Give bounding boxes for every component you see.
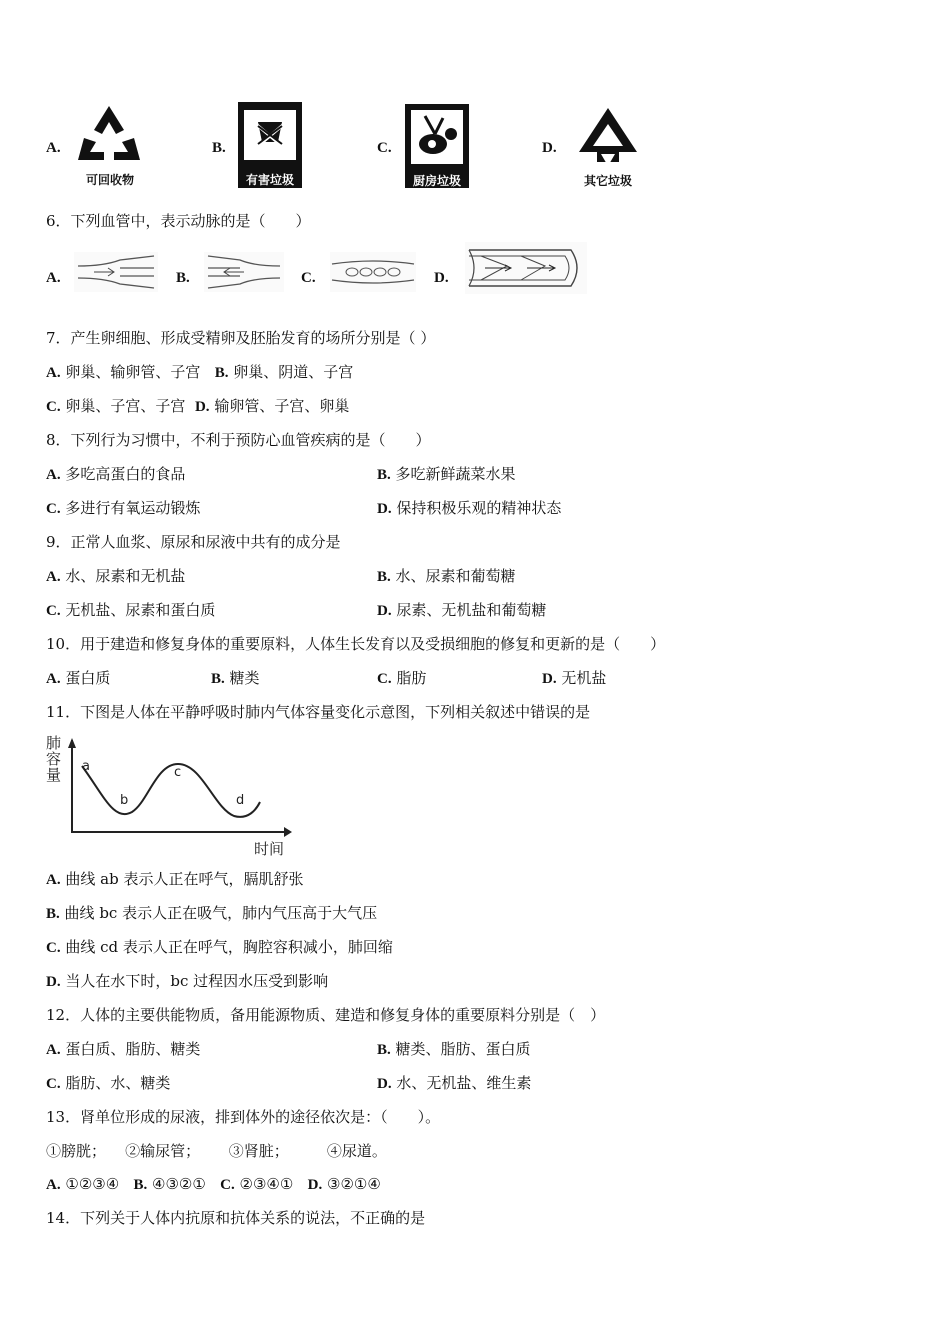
q12-option-d-text: 水、无机盐、维生素: [396, 1074, 532, 1092]
q12-option-a: [46, 1039, 200, 1060]
q8-option-a-text: 多吃高蛋白的食品: [65, 465, 186, 483]
q12-option-b: [377, 1039, 531, 1060]
chart-point-c: c: [174, 765, 182, 780]
q13-option-b-text: ④③②①: [152, 1175, 206, 1193]
other-waste-icon: [575, 104, 641, 170]
q5-option-c-caption: 厨房垃圾: [412, 174, 461, 188]
q13-question: 13．肾单位形成的尿液，排到体外的途径依次是：（ ）。: [46, 1108, 441, 1126]
q13-option-c-text: ②③④①: [239, 1175, 294, 1193]
q13-option-a-text: ①②③④: [65, 1175, 120, 1193]
q8-option-a-letter: A.: [46, 467, 61, 483]
q13-item-2: ②输尿管；: [125, 1142, 201, 1160]
q8-option-c-letter: C.: [46, 501, 61, 517]
q9-option-a: [46, 566, 185, 587]
q5-option-d-letter: D.: [542, 140, 557, 156]
q12-option-b-text: 糖类、脂肪、蛋白质: [395, 1040, 531, 1058]
q9-option-a-text: 水、尿素和无机盐: [65, 567, 186, 585]
lung-volume-chart: [44, 730, 294, 860]
q10-question: 10．用于建造和修复身体的重要原料，人体生长发育以及受损细胞的修复和更新的是（ ）: [46, 635, 666, 653]
q13-option-d-letter: D.: [307, 1177, 323, 1193]
q7-option-b-letter: B.: [214, 365, 229, 381]
q11-option-c-letter: C.: [46, 940, 61, 956]
q13-item-1: ①膀胱；: [46, 1142, 107, 1160]
q13-item-4: ④尿道。: [326, 1142, 387, 1160]
q9-option-d-letter: D.: [377, 603, 392, 619]
q10-option-d: [542, 668, 606, 689]
q10-option-c-text: 脂肪: [396, 669, 427, 687]
q9-question: 9．正常人血浆、原尿和尿液中共有的成分是: [46, 533, 341, 551]
chart-point-d: d: [236, 793, 245, 808]
q11-option-b-letter: B.: [46, 906, 60, 922]
q12-option-d-letter: D.: [377, 1076, 392, 1092]
chart-point-b: b: [120, 793, 129, 808]
q10-option-d-text: 无机盐: [561, 669, 607, 687]
q8-option-a: [46, 464, 185, 485]
q8-option-b-text: 多吃新鲜蔬菜水果: [395, 465, 516, 483]
q11-option-d-text: 当人在水下时，bc 过程因水压受到影响: [65, 972, 329, 990]
q13-option-b-letter: B.: [133, 1177, 148, 1193]
q13-option-c-letter: C.: [220, 1177, 235, 1193]
q12-option-c: [46, 1073, 170, 1094]
q11-option-d-letter: D.: [46, 974, 61, 990]
vessel-c-diagram: [330, 252, 416, 292]
q7-question: 7．产生卵细胞、形成受精卵及胚胎发育的场所分别是（ ）: [46, 329, 436, 347]
q8-option-b-letter: B.: [377, 467, 391, 483]
q13-items: [46, 1141, 387, 1161]
chart-ylabel-1: 肺: [46, 734, 62, 752]
q8-option-d: [377, 498, 561, 519]
q9-option-b-letter: B.: [377, 569, 391, 585]
q5-option-a-letter: A.: [46, 140, 61, 156]
q12-option-d: [377, 1073, 531, 1094]
vessel-d-diagram: [465, 242, 587, 294]
chart-point-a: a: [82, 759, 90, 774]
q8-option-d-letter: D.: [377, 501, 392, 517]
q7-option-d-letter: D.: [194, 399, 210, 415]
q11-option-b-text: 曲线 bc 表示人正在吸气，肺内气压高于大气压: [64, 904, 378, 922]
q6-option-a-letter: A.: [46, 270, 61, 286]
q7-option-c-text: 卵巢、子宫、子宫: [65, 397, 186, 415]
chart-curve: [82, 764, 260, 817]
q7-option-a-letter: A.: [46, 365, 61, 381]
chart-x-arrow: [284, 827, 292, 837]
q5-option-d-caption: 其它垃圾: [583, 174, 632, 188]
vessel-a-diagram: [74, 252, 158, 292]
q7-option-b-text: 卵巢、阴道、子宫: [233, 363, 354, 381]
q6-option-d-letter: D.: [434, 270, 449, 286]
q7-options-row2: [46, 396, 349, 417]
q10-option-c: [377, 668, 426, 689]
q10-option-b-letter: B.: [211, 671, 225, 687]
q12-option-c-text: 脂肪、水、糖类: [65, 1074, 171, 1092]
q5-option-c-letter: C.: [377, 140, 392, 156]
q12-question: 12．人体的主要供能物质，备用能源物质、建造和修复身体的重要原料分别是（ ）: [46, 1006, 606, 1024]
q13-options: [46, 1174, 381, 1195]
chart-ylabel-2: 容: [46, 750, 62, 768]
q7-option-d-text: 输卵管、子宫、卵巢: [214, 397, 350, 415]
q9-option-d: [377, 600, 546, 621]
q10-option-c-letter: C.: [377, 671, 392, 687]
q9-option-b: [377, 566, 516, 587]
q11-option-c: [46, 937, 393, 958]
q11-option-a: [46, 869, 303, 890]
q8-option-c: [46, 498, 200, 519]
q12-option-a-text: 蛋白质、脂肪、糖类: [65, 1040, 201, 1058]
q7-options-row1: [46, 362, 353, 383]
q10-option-a-text: 蛋白质: [65, 669, 111, 687]
q9-option-c-letter: C.: [46, 603, 61, 619]
q5-option-b-letter: B.: [212, 140, 226, 156]
q10-option-a: [46, 668, 110, 689]
q9-option-a-letter: A.: [46, 569, 61, 585]
q11-option-c-text: 曲线 cd 表示人正在呼气，胸腔容积减小，肺回缩: [65, 938, 393, 956]
q8-option-c-text: 多进行有氧运动锻炼: [65, 499, 201, 517]
q13-option-a-letter: A.: [46, 1177, 61, 1193]
q11-option-d: [46, 971, 328, 992]
q8-option-b: [377, 464, 516, 485]
q7-option-a-text: 卵巢、输卵管、子宫: [65, 363, 201, 381]
recycle-icon: [74, 102, 144, 166]
q6-option-b-letter: B.: [176, 270, 190, 286]
q10-option-a-letter: A.: [46, 671, 61, 687]
q9-option-d-text: 尿素、无机盐和葡萄糖: [396, 601, 547, 619]
q11-option-b: [46, 903, 377, 924]
q8-option-d-text: 保持积极乐观的精神状态: [396, 499, 562, 517]
q9-option-b-text: 水、尿素和葡萄糖: [395, 567, 516, 585]
q9-option-c-text: 无机盐、尿素和蛋白质: [65, 601, 216, 619]
q8-question: 8．下列行为习惯中，不利于预防心血管疾病的是（ ）: [46, 431, 431, 449]
chart-ylabel-3: 量: [46, 766, 62, 784]
q13-item-3: ③肾脏；: [228, 1142, 289, 1160]
q11-option-a-letter: A.: [46, 872, 61, 888]
q10-option-b-text: 糖类: [229, 669, 260, 687]
chart-axes: [72, 740, 284, 832]
q12-option-a-letter: A.: [46, 1042, 61, 1058]
q7-option-c-letter: C.: [46, 399, 61, 415]
q11-question: 11．下图是人体在平静呼吸时肺内气体容量变化示意图，下列相关叙述中错误的是: [46, 703, 591, 721]
q10-option-b: [211, 668, 260, 689]
q6-option-c-letter: C.: [301, 270, 316, 286]
q9-option-c: [46, 600, 215, 621]
chart-y-arrow: [68, 738, 76, 748]
q5-option-a-caption: 可回收物: [85, 173, 134, 187]
q5-option-b-caption: 有害垃圾: [245, 173, 294, 187]
chart-xlabel: 时间: [254, 840, 285, 858]
q14-question: 14．下列关于人体内抗原和抗体关系的说法，不正确的是: [46, 1209, 426, 1227]
vessel-b-diagram: [204, 252, 284, 292]
q11-option-a-text: 曲线 ab 表示人正在呼气，膈肌舒张: [65, 870, 304, 888]
q13-option-d-text: ③②①④: [327, 1175, 381, 1193]
q12-option-b-letter: B.: [377, 1042, 391, 1058]
q10-option-d-letter: D.: [542, 671, 557, 687]
q6-question: 6．下列血管中，表示动脉的是（ ）: [46, 212, 311, 230]
q12-option-c-letter: C.: [46, 1076, 61, 1092]
